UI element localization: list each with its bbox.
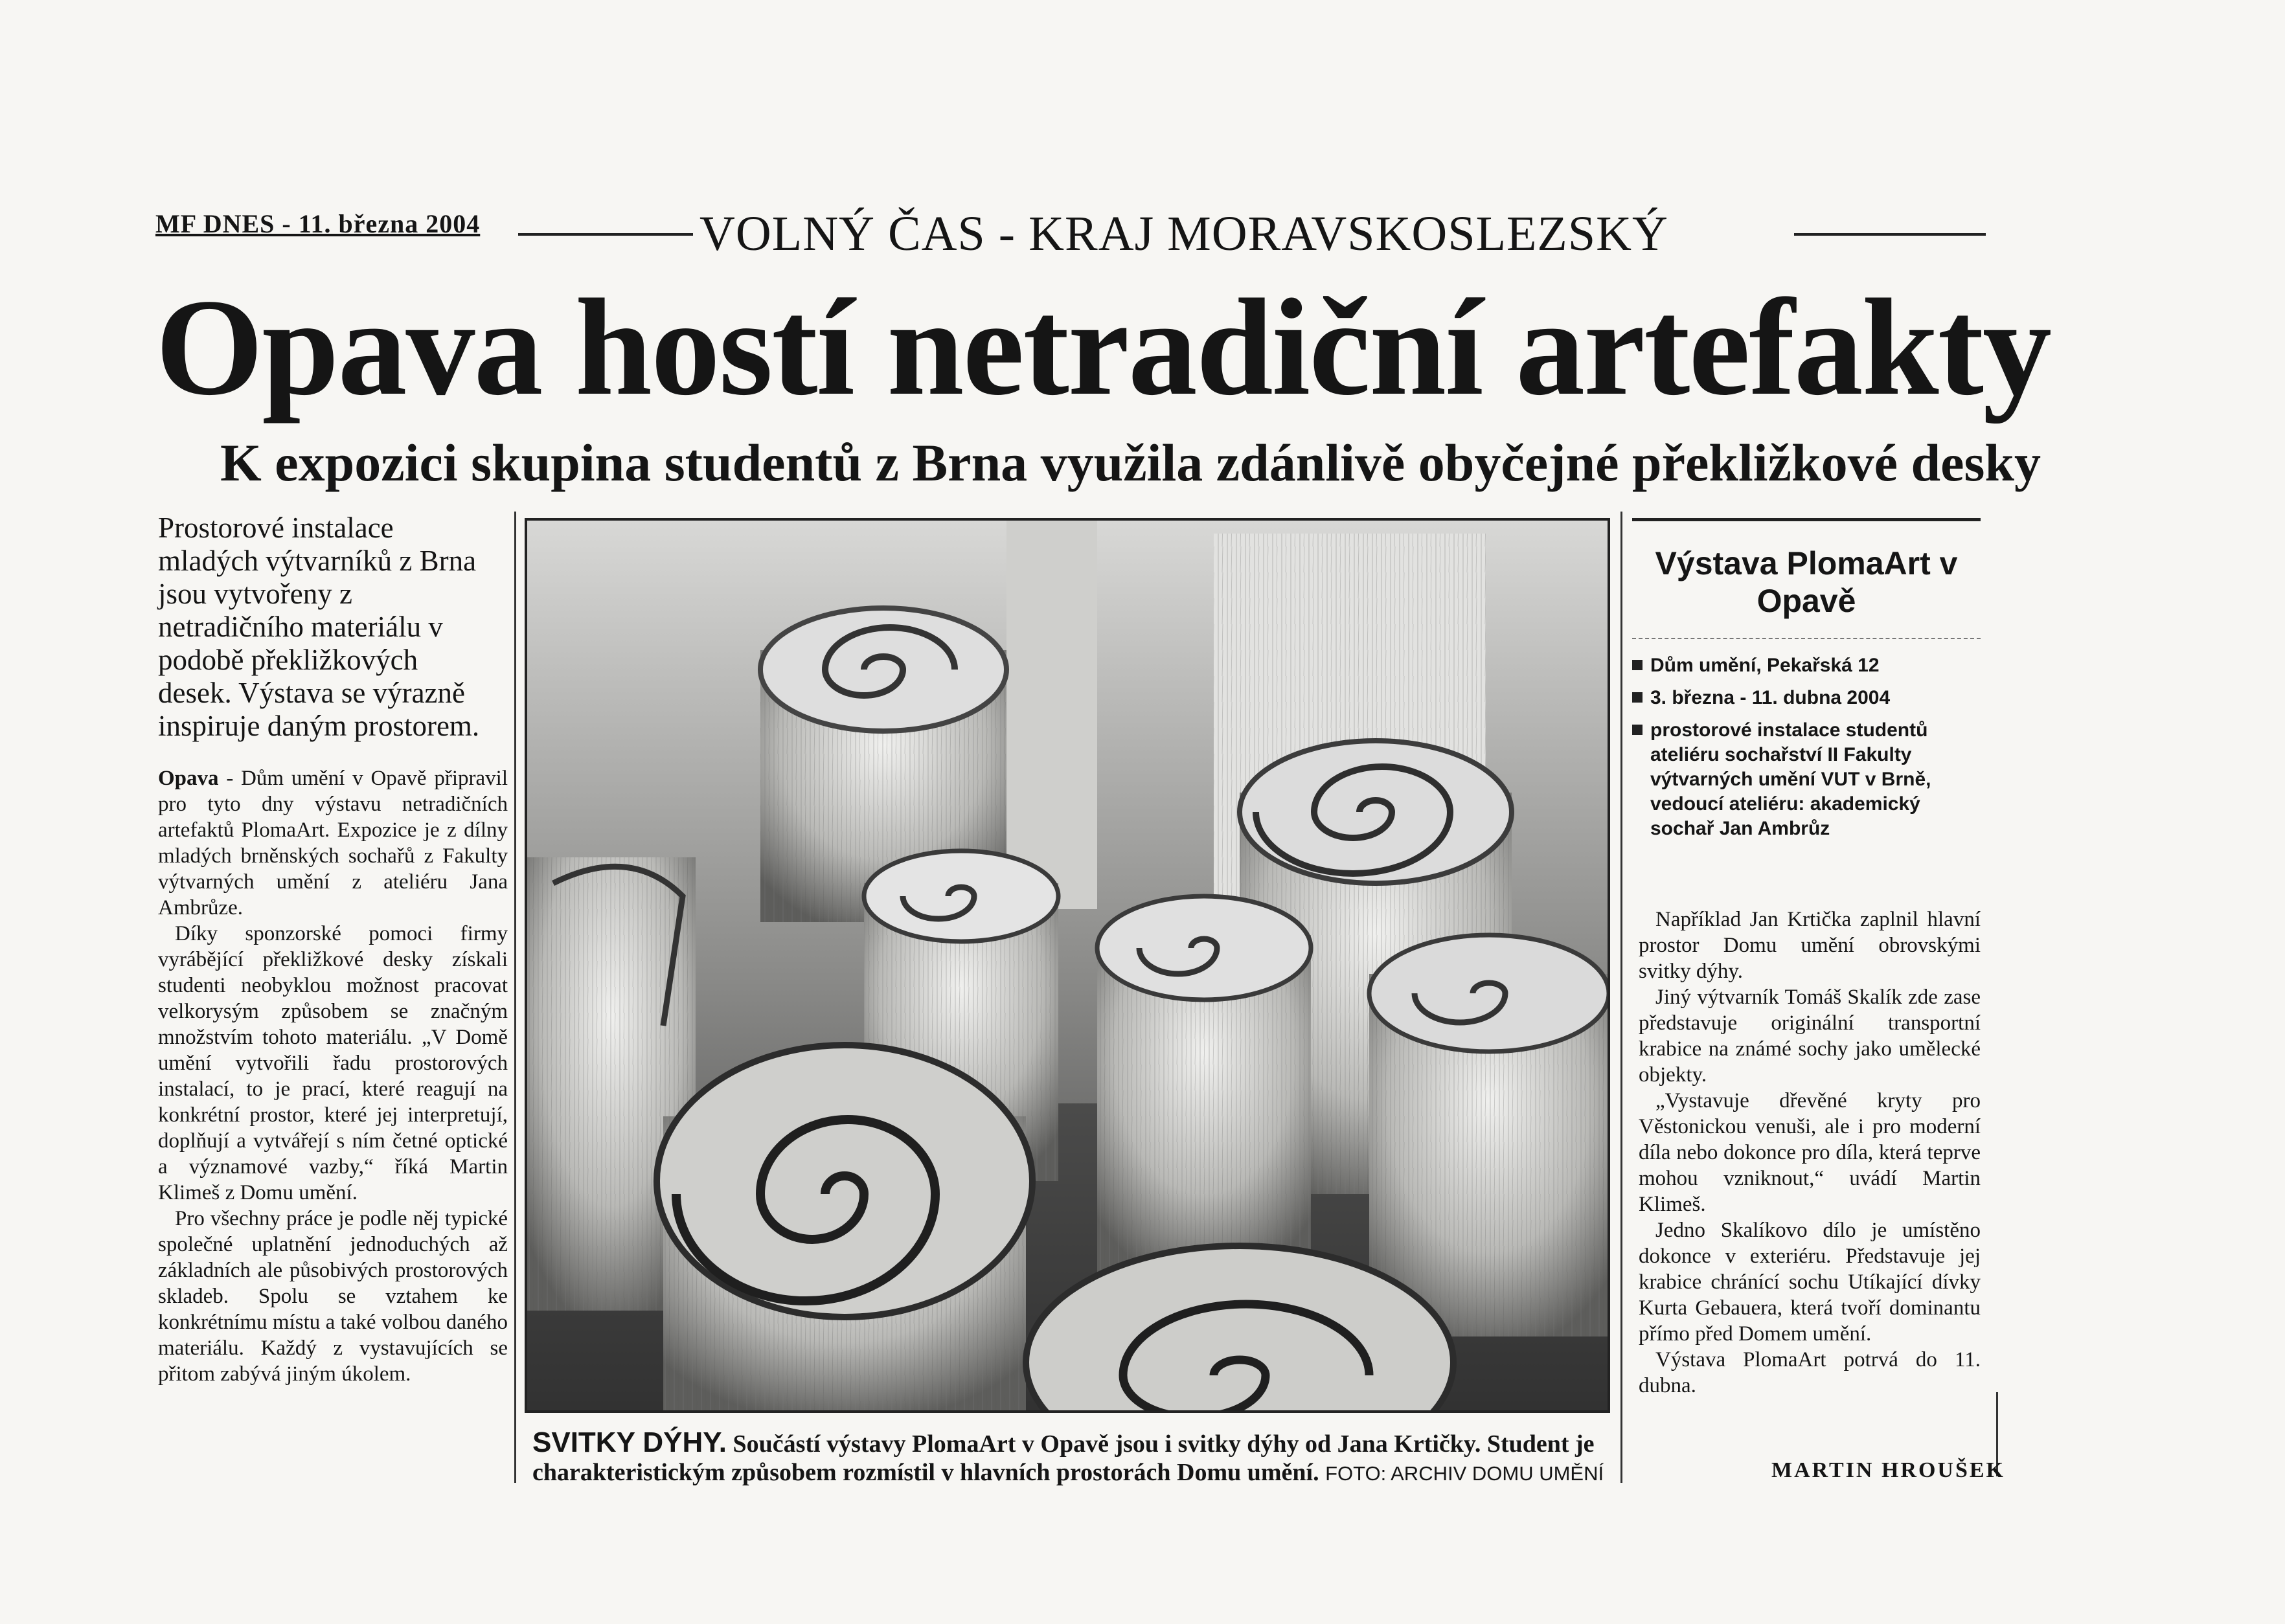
- info-item-dates: 3. března - 11. dubna 2004: [1632, 686, 1981, 710]
- place-dateline: Opava: [158, 767, 219, 790]
- paragraph-8: Výstava PlomaArt potrvá do 11. dubna.: [1639, 1348, 1981, 1397]
- subheadline: K expozici skupina studentů z Brna využila zdánlivě obyčejné překližkové desky: [220, 433, 2041, 492]
- author-byline: MARTIN HROUŠEK: [1771, 1458, 2005, 1482]
- photo-caption: [532, 1428, 1620, 1488]
- scroll-far-right: [1369, 935, 1608, 1336]
- paragraph-3: Pro všechny práce je podle něj typické společné uplatnění jednoduchých až základních ale působivých prostorových skladeb. Spolu se vztahem ke konkrétnímu místu a také volbou daného materiálu. Každý z vystavujících se přitom zabývá jiným úkolem.: [158, 1207, 508, 1386]
- paragraph-2: Díky sponzorské pomoci firmy vyrábějící překližkové desky získali studenti neobyklou možnost pracovat velkorysým způsobem se značným množstvím tohoto materiálu. „V Domě umění vytvořili řadu prostorových instalací, to je prací, které reagují na konkrétní prostor, které jej interpretují, doplňují a vytvářejí s ním četné optické a významové vazby,“ říká Martin Klimeš z Domu umění.: [158, 922, 508, 1204]
- caption-label: SVITKY DÝHY.: [532, 1427, 727, 1458]
- article-column-1: [158, 765, 508, 1387]
- veneer-scrolls-image: [527, 521, 1608, 1410]
- header-rule-right: [1794, 233, 1986, 236]
- paragraph-4: Například Jan Krtička zaplnil hlavní prostor Domu umění obrovskými svitky dýhy.: [1639, 908, 1981, 983]
- column-divider-right: [1620, 512, 1622, 1483]
- newspaper-dateline: MF DNES - 11. března 2004: [155, 209, 481, 238]
- header-rule-left: [518, 233, 693, 236]
- paragraph-1: [158, 765, 508, 921]
- info-box-list: [1632, 638, 1981, 841]
- paragraph-5: Jiný výtvarník Tomáš Skalík zde zase představuje originální transportní krabice na známé sochy jako umělecké objekty.: [1639, 986, 1981, 1087]
- info-box-title: Výstava PlomaArt v Opavě: [1655, 545, 1958, 619]
- lead-text: Prostorové instalace mladých výtvarníků z Brna jsou vytvořeny z netradičního materiálu v podobě překližkových desek. Výstava se výrazně inspiruje daným prostorem.: [158, 512, 480, 742]
- paragraph-1-text: - Dům umění v Opavě připravil pro tyto dny výstavu netradičních artefaktů PlomaArt. Expozice je z dílny mladých brněnských sochařů z Fakulty výtvarných umění z ateliéru Jana Ambrůze.: [158, 767, 508, 919]
- paragraph-6: „Vystavuje dřevěné kryty pro Věstonickou venuši, ale i pro moderní díla nebo dokonce pro díla, která teprve mohou vzniknout,“ uvádí Martin Klimeš.: [1639, 1089, 1981, 1216]
- photo-credit: FOTO: ARCHIV DOMU UMĚNÍ: [1325, 1462, 1604, 1485]
- info-box: [1632, 518, 1981, 849]
- column-divider-left: [514, 512, 516, 1483]
- paragraph-7: Jedno Skalíkovo dílo je umístěno dokonce v exteriéru. Představuje jej krabice chránící sochu Utíkající dívky Kurta Gebauera, která tvoří dominantu přímo před Domem umění.: [1639, 1219, 1981, 1346]
- section-title: VOLNÝ ČAS - KRAJ MORAVSKOSLEZSKÝ: [699, 207, 1668, 261]
- info-item-venue: Dům umění, Pekařská 12: [1632, 653, 1981, 678]
- info-item-description: prostorové instalace studentů ateliéru sochařství II Fakulty výtvarných umění VUT v Brně, vedoucí ateliéru: akademický sochař Jan Ambrůz: [1632, 718, 1981, 841]
- lead-paragraph: [158, 512, 492, 743]
- headline: Opava hostí netradiční artefakty: [155, 271, 2051, 424]
- scroll-front-spiral: [657, 1045, 1032, 1410]
- scroll-center-right: [1097, 896, 1311, 1272]
- exhibition-photo: [525, 518, 1610, 1413]
- article-column-3: [1639, 907, 1981, 1399]
- caption-text: Součástí výstavy PlomaArt v Opavě jsou i svitky dýhy od Jana Krtičky. Student je charakteristickým způsobem rozmístil v hlavních prostorách Domu umění.: [532, 1430, 1595, 1486]
